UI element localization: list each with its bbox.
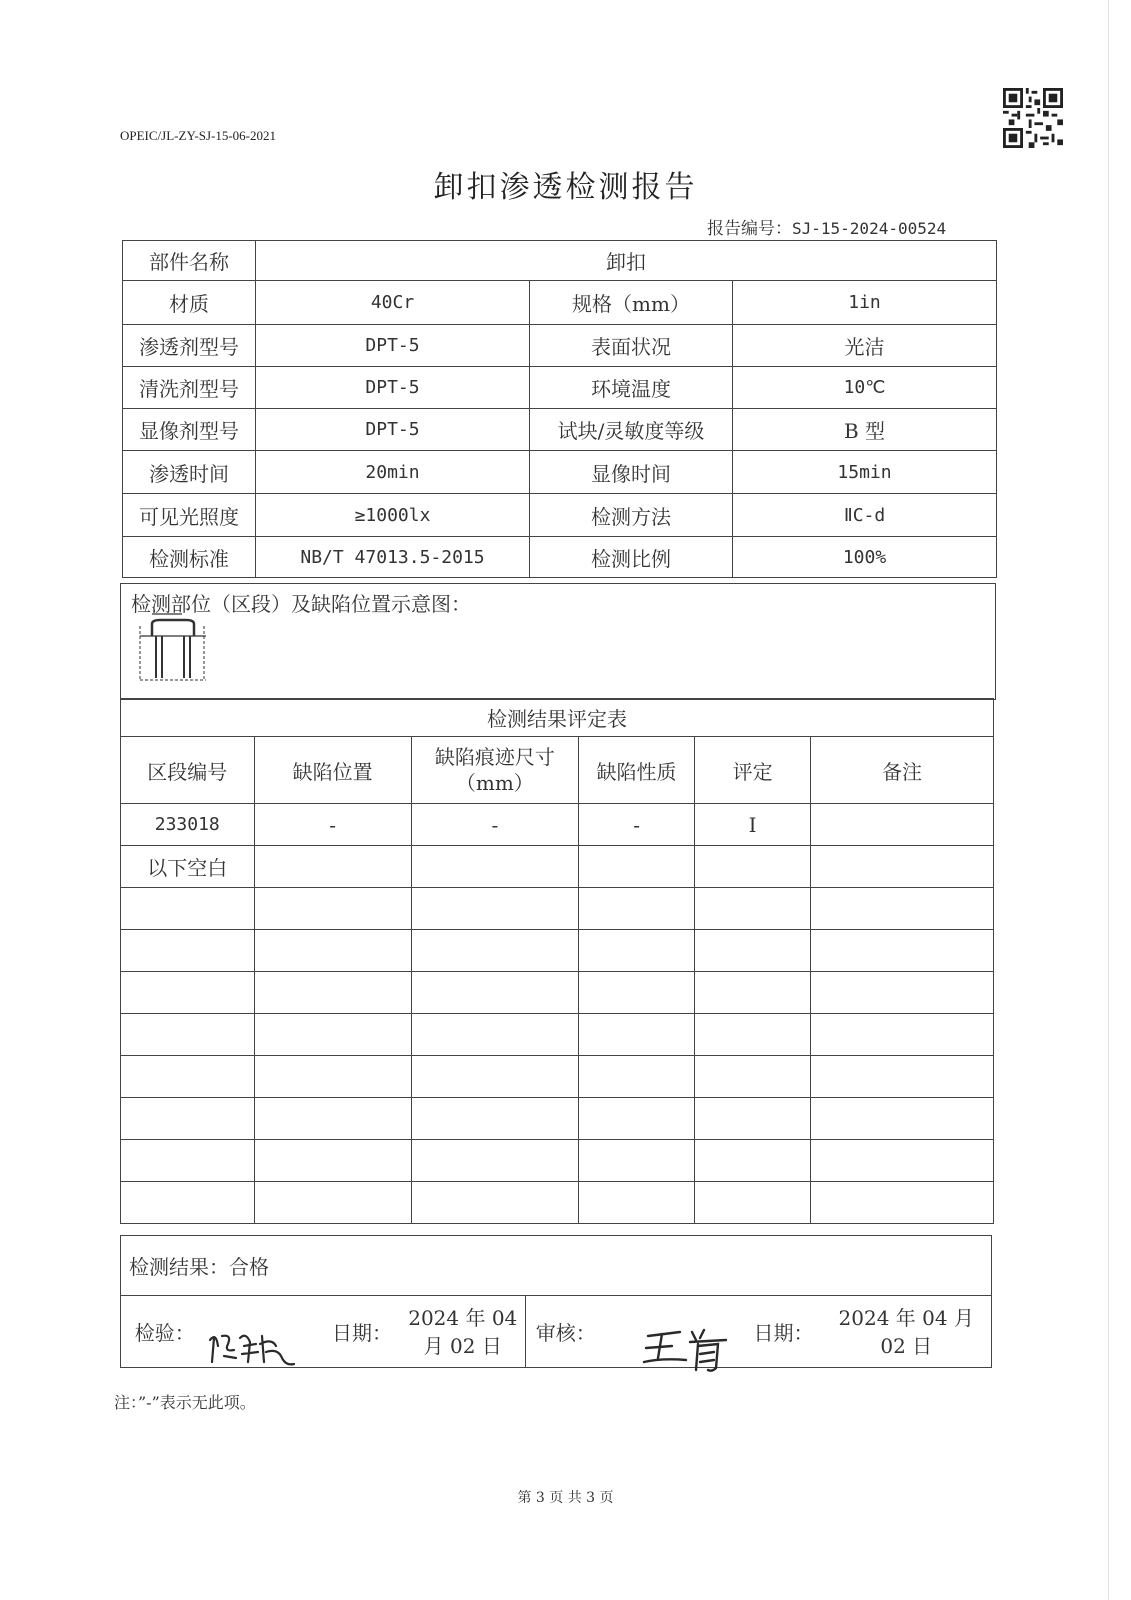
diagram-cell bbox=[121, 584, 996, 700]
shackle-diagram bbox=[138, 612, 208, 687]
page-title: 卸扣渗透检测报告 bbox=[433, 170, 698, 205]
table-cell: - bbox=[411, 804, 578, 846]
results-header-row bbox=[121, 737, 994, 804]
date-value-1 bbox=[401, 1296, 526, 1368]
conclusion-cell bbox=[121, 1236, 992, 1296]
info-label: 显像时间 bbox=[530, 451, 733, 494]
info-label: 可见光照度 bbox=[123, 494, 256, 537]
date-label-1: 日期： bbox=[324, 1296, 401, 1368]
conclusion-row bbox=[121, 1236, 992, 1296]
info-row-part-name bbox=[123, 241, 997, 281]
info-row bbox=[123, 537, 997, 578]
header-defect-size-unit: （mm） bbox=[455, 771, 534, 795]
table-row-empty bbox=[121, 1182, 994, 1224]
date-value-2 bbox=[822, 1296, 992, 1368]
info-label: 显像剂型号 bbox=[123, 409, 256, 451]
part-name-label: 部件名称 bbox=[123, 241, 256, 281]
part-name-value: 卸扣 bbox=[256, 241, 997, 281]
header-defect-location: 缺陷位置 bbox=[254, 737, 411, 804]
conclusion-label: 检测结果： bbox=[129, 1255, 229, 1279]
info-value: DPT-5 bbox=[256, 367, 530, 409]
info-label: 规格（mm） bbox=[530, 281, 733, 325]
info-label: 试块/灵敏度等级 bbox=[530, 409, 733, 451]
header-defect-size-label: 缺陷痕迹尺寸 bbox=[434, 745, 555, 769]
inspector-signature bbox=[206, 1328, 296, 1372]
header-rating: 评定 bbox=[695, 737, 811, 804]
info-value: DPT-5 bbox=[256, 325, 530, 367]
results-title-row bbox=[121, 699, 994, 737]
info-label: 检测标准 bbox=[123, 537, 256, 578]
info-label: 渗透剂型号 bbox=[123, 325, 256, 367]
info-row bbox=[123, 409, 997, 451]
conclusion-value: 合格 bbox=[229, 1255, 269, 1279]
info-value: 15min bbox=[733, 451, 997, 494]
table-cell bbox=[695, 846, 811, 888]
date-label-2: 日期： bbox=[746, 1296, 822, 1368]
diagram-section bbox=[120, 583, 996, 700]
qr-code-icon bbox=[1003, 88, 1063, 148]
date-1-line-b: 月 02 日 bbox=[423, 1333, 502, 1358]
table-cell: 233018 bbox=[121, 804, 255, 846]
report-number-value: SJ-15-2024-00524 bbox=[792, 219, 947, 238]
info-value: NB/T 47013.5-2015 bbox=[256, 537, 530, 578]
header-segment-no: 区段编号 bbox=[121, 737, 255, 804]
table-cell bbox=[811, 846, 994, 888]
results-table bbox=[120, 698, 994, 1224]
results-title: 检测结果评定表 bbox=[121, 699, 994, 737]
page-edge-line bbox=[1108, 0, 1109, 1600]
info-row bbox=[123, 367, 997, 409]
table-cell: Ⅰ bbox=[695, 804, 811, 846]
info-row bbox=[123, 325, 997, 367]
info-label: 渗透时间 bbox=[123, 451, 256, 494]
table-cell bbox=[411, 846, 578, 888]
table-row bbox=[121, 804, 994, 846]
info-value: 光洁 bbox=[733, 325, 997, 367]
reviewer-label: 审核： bbox=[526, 1296, 606, 1368]
info-value: 40Cr bbox=[256, 281, 530, 325]
info-label: 检测比例 bbox=[530, 537, 733, 578]
table-cell bbox=[254, 846, 411, 888]
info-label: 材质 bbox=[123, 281, 256, 325]
info-table bbox=[122, 240, 997, 578]
table-row-empty bbox=[121, 1098, 994, 1140]
date-2-line-a: 2024 年 04 月 bbox=[838, 1305, 974, 1330]
info-value: ≥1000lx bbox=[256, 494, 530, 537]
table-cell: 以下空白 bbox=[121, 846, 255, 888]
table-cell bbox=[811, 804, 994, 846]
info-value: B 型 bbox=[733, 409, 997, 451]
table-row-empty bbox=[121, 930, 994, 972]
reviewer-signature bbox=[642, 1322, 732, 1374]
info-label: 环境温度 bbox=[530, 367, 733, 409]
info-row bbox=[123, 451, 997, 494]
date-1-line-a: 2024 年 04 bbox=[408, 1305, 518, 1330]
info-value: DPT-5 bbox=[256, 409, 530, 451]
header-defect-size bbox=[411, 737, 578, 804]
info-label: 清洗剂型号 bbox=[123, 367, 256, 409]
info-value: ⅡC-d bbox=[733, 494, 997, 537]
table-row-empty bbox=[121, 1056, 994, 1098]
info-label: 检测方法 bbox=[530, 494, 733, 537]
page-number: 第 3 页 共 3 页 bbox=[517, 1490, 614, 1506]
table-row-empty bbox=[121, 888, 994, 930]
info-value: 1in bbox=[733, 281, 997, 325]
info-label: 表面状况 bbox=[530, 325, 733, 367]
footnote: 注：”-”表示无此项。 bbox=[114, 1393, 256, 1412]
document-code: OPEIC/JL-ZY-SJ-15-06-2021 bbox=[120, 128, 276, 143]
info-row bbox=[123, 281, 997, 325]
header-remarks: 备注 bbox=[811, 737, 994, 804]
report-number bbox=[707, 214, 946, 239]
table-row-empty bbox=[121, 972, 994, 1014]
table-row-empty bbox=[121, 1014, 994, 1056]
table-cell bbox=[579, 846, 695, 888]
table-row bbox=[121, 846, 994, 888]
table-row-empty bbox=[121, 1140, 994, 1182]
header-defect-nature: 缺陷性质 bbox=[579, 737, 695, 804]
info-value: 10℃ bbox=[733, 367, 997, 409]
date-2-line-b: 02 日 bbox=[880, 1333, 933, 1358]
table-cell: - bbox=[254, 804, 411, 846]
info-row bbox=[123, 494, 997, 537]
inspector-label: 检验： bbox=[121, 1296, 209, 1368]
info-value: 20min bbox=[256, 451, 530, 494]
table-cell: - bbox=[579, 804, 695, 846]
report-number-label: 报告编号： bbox=[707, 219, 792, 239]
diagram-label: 检测部位（区段）及缺陷位置示意图： bbox=[131, 592, 471, 616]
info-value: 100% bbox=[733, 537, 997, 578]
